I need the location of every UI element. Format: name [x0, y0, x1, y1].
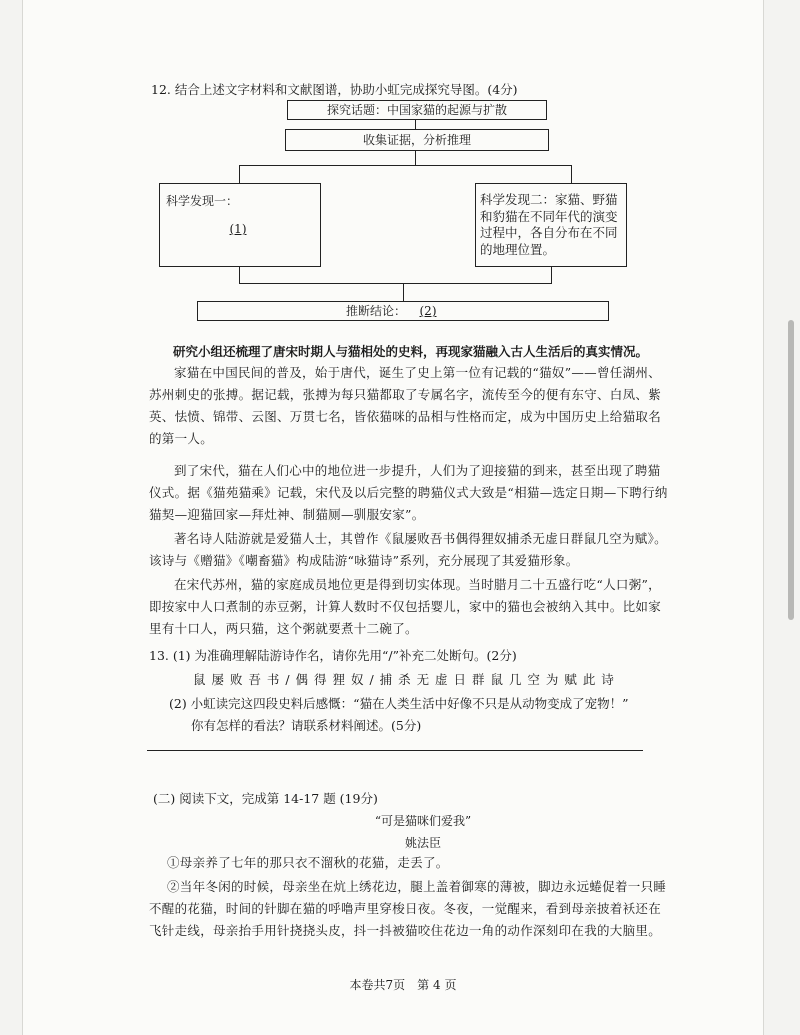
topic-box: 探究话题：中国家猫的起源与扩散	[287, 100, 547, 120]
connector-line	[415, 119, 416, 129]
connector-line	[571, 165, 572, 183]
connector-line	[239, 165, 572, 166]
exam-page	[22, 0, 764, 1035]
passage-intro: 研究小组还梳理了唐宋时期人与猫相处的史料，再现家猫融入古人生活后的真实情况。	[173, 344, 649, 359]
passage-paragraph-4: 在宋代苏州，猫的家庭成员地位更是得到切实体现。当时腊月二十五盛行吃“人口粥”，即按家中人口煮制的赤豆粥，计算人数时不仅包括婴儿，家中的猫也会被纳入其中。比如家里有十口人，两只猫，这个粥就要煮十二碗了。	[149, 577, 662, 636]
q13-part1: 13. (1) 为准确理解陆游诗作名，请你先用“/”补充二处断句。(2分)	[149, 648, 517, 663]
finding1-box	[159, 183, 321, 267]
conclusion-box	[197, 301, 609, 321]
story-paragraph-1: ①母亲养了七年的那只衣不溜秋的花猫，走丢了。	[167, 855, 449, 870]
section2-heading: (二) 阅读下文，完成第 14-17 题 (19分)	[153, 791, 378, 806]
finding2-box	[475, 183, 627, 267]
connector-line	[239, 283, 552, 284]
q13-part2-cont: 你有怎样的看法？请联系材料阐述。(5分)	[191, 718, 422, 733]
passage-paragraph-2: 到了宋代，猫在人们心中的地位进一步提升，人们为了迎接猫的到来，甚至出现了聘猫仪式。据《猫苑猫乘》记载，宋代及以后完整的聘猫仪式大致是“相猫—选定日期—下聘行纳猫契—迎猫回家—拜灶神、制猫厕—驯服安家”。	[149, 463, 668, 522]
q12-prompt: 12. 结合上述文字材料和文献图谱，协助小虹完成探究导图。(4分)	[151, 82, 518, 97]
finding1-label: 科学发现一：	[166, 194, 239, 208]
q13-part2: (2) 小虹读完这四段史料后感慨：“猫在人类生活中好像不只是从动物变成了宠物！”	[169, 696, 629, 711]
page-footer: 本卷共7页 第 4 页	[349, 978, 457, 992]
story-title: “可是猫咪们爱我”	[374, 814, 472, 828]
connector-line	[415, 150, 416, 165]
conclusion-label: 推断结论：	[346, 304, 407, 318]
scrollbar[interactable]	[788, 320, 794, 620]
story-paragraph-2: ②当年冬闲的时候，母亲坐在炕上绣花边，腿上盖着御寒的薄被，脚边永远蜷促着一只睡不醒的花猫，时间的针脚在猫的呼噜声里穿梭日夜。冬夜，一觉醒来，看到母亲披着袄还在飞针走线，母亲抬手用针挠挠头皮，抖一抖被猫咬住花边一角的动作深刻印在我的大脑里。	[149, 879, 667, 938]
finding1-blank: (1)	[229, 222, 247, 236]
story-author: 姚法臣	[404, 836, 441, 850]
connector-line	[551, 266, 552, 284]
finding2-text: 科学发现二：家猫、野猫和豹猫在不同年代的演变过程中，各自分布在不同的地理位置。	[480, 192, 618, 257]
connector-line	[239, 266, 240, 284]
q13-poem-title: 鼠 屡 败 吾 书 / 偶 得 狸 奴 / 捕 杀 无 虚 日 群 鼠 几 空 为 赋 此 诗	[193, 672, 615, 687]
connector-line	[403, 283, 404, 301]
passage-paragraph-1: 家猫在中国民间的普及，始于唐代，诞生了史上第一位有记载的“猫奴”——曾任湖州、苏州刺史的张搏。据记载，张搏为每只猫都取了专属名字，流传至今的便有东守、白凤、紫英、怯愤、锦带、云图、万贯七名，皆依猫咪的品相与性格而定，成为中国历史上给猫取名的第一人。	[149, 365, 662, 446]
collect-box: 收集证据，分析推理	[285, 129, 549, 151]
connector-line	[239, 165, 240, 183]
answer-line[interactable]	[147, 750, 643, 751]
passage-paragraph-3: 著名诗人陆游就是爱猫人士，其曾作《鼠屡败吾书偶得狸奴捕杀无虚日群鼠几空为赋》。该诗与《赠猫》《嘲畜猫》构成陆游“咏猫诗”系列，充分展现了其爱猫形象。	[149, 531, 667, 568]
conclusion-blank: (2)	[419, 304, 437, 318]
